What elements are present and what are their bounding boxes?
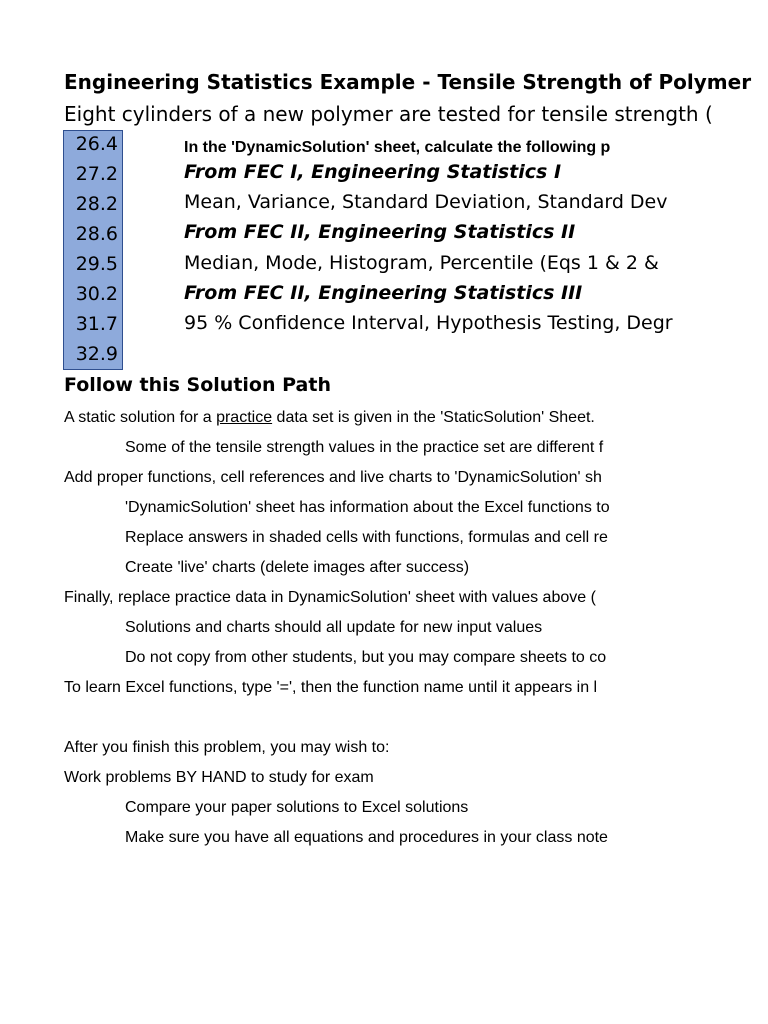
data-value[interactable]: 32.9 [75, 343, 118, 365]
solution-line: Solutions and charts should all update for new input values [125, 619, 543, 636]
after-line: Work problems BY HAND to study for exam [64, 769, 374, 786]
solution-line-prefix: A static solution for a [64, 409, 217, 426]
practice-link[interactable]: practice [216, 409, 273, 426]
data-value[interactable]: 26.4 [75, 133, 118, 155]
solution-line: 'DynamicSolution' sheet has information about the Excel functions to [125, 499, 610, 516]
solution-line: To learn Excel functions, type '=', then the function name until it appears in l [64, 679, 598, 696]
topic-list: 95 % Confidence Interval, Hypothesis Testing, Degr [184, 312, 673, 334]
after-line: Make sure you have all equations and procedures in your class note [125, 829, 608, 846]
section-heading: From FEC II, Engineering Statistics III [184, 282, 583, 304]
solution-line: Create 'live' charts (delete images after success) [125, 559, 470, 576]
solution-line [64, 409, 595, 427]
solution-line: Some of the tensile strength values in the practice set are different f [125, 439, 604, 456]
data-value[interactable]: 29.5 [75, 253, 118, 275]
topic-list: Median, Mode, Histogram, Percentile (Eqs 1 & 2 & [184, 252, 659, 274]
solution-line: Do not copy from other students, but you may compare sheets to co [125, 649, 607, 666]
data-value[interactable]: 30.2 [75, 283, 118, 305]
instructions-heading: In the 'DynamicSolution' sheet, calculate the following p [184, 139, 611, 156]
data-value[interactable]: 27.2 [75, 163, 118, 185]
data-value[interactable]: 28.6 [75, 223, 118, 245]
section-heading: From FEC I, Engineering Statistics I [184, 161, 562, 183]
solution-line: Add proper functions, cell references and live charts to 'DynamicSolution' sh [64, 469, 602, 486]
solution-path-heading: Follow this Solution Path [64, 374, 331, 396]
section-heading: From FEC II, Engineering Statistics II [184, 221, 576, 243]
page-title: Engineering Statistics Example - Tensile Strength of Polymer [64, 70, 752, 94]
solution-line-suffix: data set is given in the 'StaticSolution' Sheet. [272, 409, 595, 426]
solution-line: Finally, replace practice data in DynamicSolution' sheet with values above ( [64, 589, 596, 606]
after-line: After you finish this problem, you may wish to: [64, 739, 390, 756]
data-value[interactable]: 31.7 [75, 313, 118, 335]
solution-line: Replace answers in shaded cells with functions, formulas and cell re [125, 529, 608, 546]
after-line: Compare your paper solutions to Excel solutions [125, 799, 469, 816]
intro-text: Eight cylinders of a new polymer are tested for tensile strength ( [64, 102, 713, 126]
data-values-block[interactable] [63, 130, 123, 370]
topic-list: Mean, Variance, Standard Deviation, Standard Dev [184, 191, 668, 213]
data-value[interactable]: 28.2 [75, 193, 118, 215]
